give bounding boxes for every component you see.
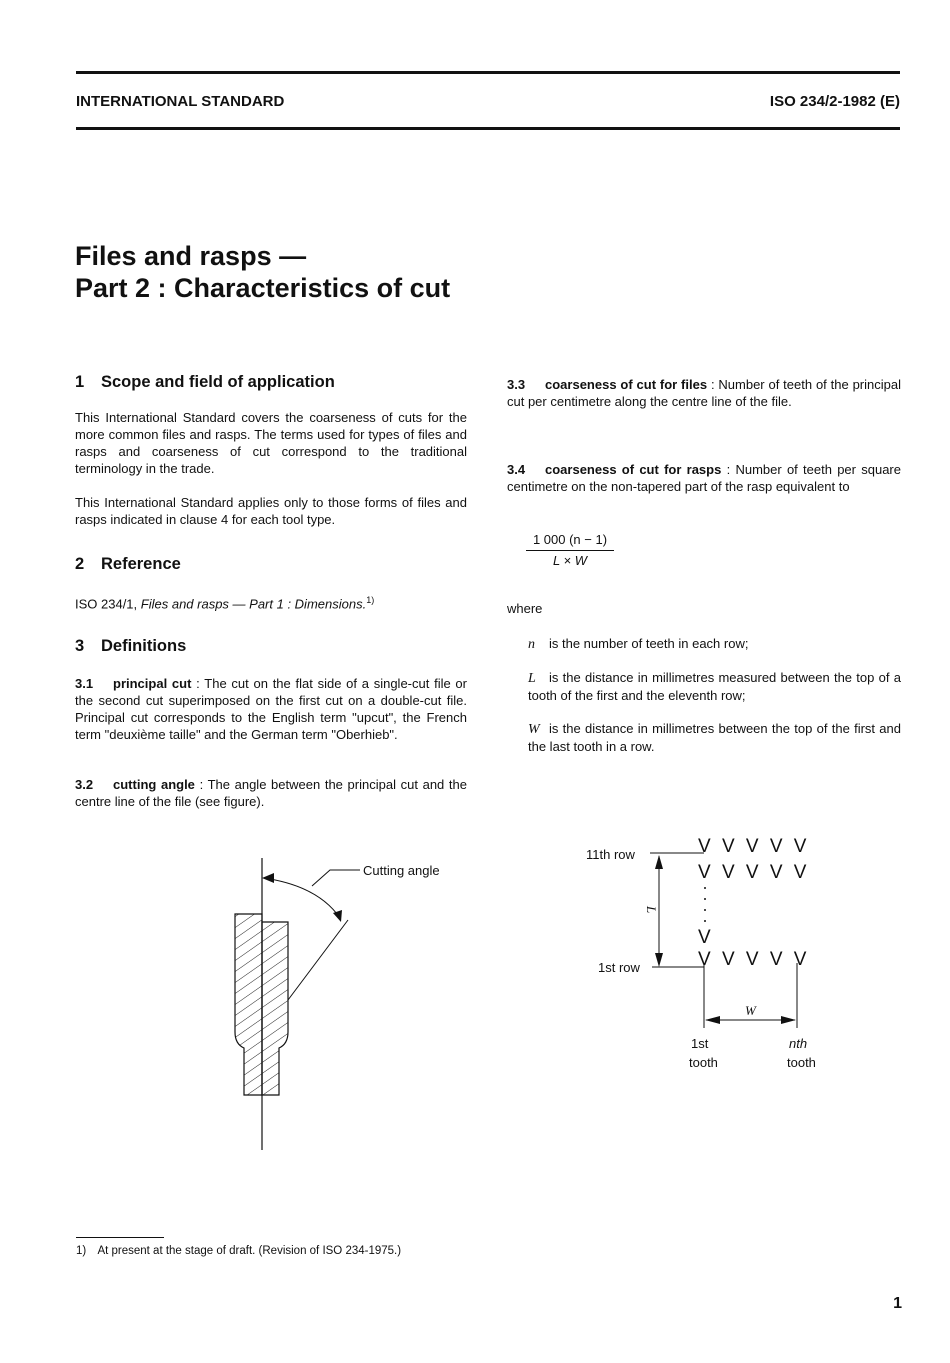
cutting-angle-label: Cutting angle [363,863,440,878]
where-var-l: L [528,671,536,686]
reference-prefix: ISO 234/1, [75,596,138,612]
title-line-1: Files and rasps — [75,241,307,271]
first-tooth-label-1: 1st [691,1036,709,1051]
definition-3-1 [75,675,467,743]
reference-title: Files and rasps — Part 1 : Dimensions. [140,596,367,612]
dot [704,920,706,922]
section-1-heading [75,373,467,392]
section-2-heading [75,555,467,574]
footnote-rule [76,1237,164,1238]
dot [704,898,706,900]
teeth-row-10: V V V V V [698,862,810,883]
definition-3-4 [507,461,901,495]
formula-numerator: 1 000 (n − 1) [526,532,614,551]
where-item-l [528,669,901,704]
arc-arrow-right-icon [333,910,342,922]
row-11-label: 11th row [586,847,635,862]
w-arrow-left-icon [705,1016,720,1024]
where-text-l: is the distance in millimetres measured between the top of a tooth of the first and the eleventh row; [528,670,901,703]
angle-arc [264,878,340,918]
section-1-number: 1 [75,373,85,391]
definition-3-2-number: 3.2 [75,777,94,792]
dot [704,887,706,889]
definition-3-3-term: coarseness of cut for files [545,377,708,392]
section-2-reference [75,592,467,612]
header-bottom-rule [76,127,900,130]
cutting-angle-figure [220,850,470,1155]
nth-tooth-label-2: tooth [787,1055,816,1070]
definition-3-4-number: 3.4 [507,462,526,477]
footnote-text: At present at the stage of draft. (Revision of ISO 234-1975.) [97,1245,402,1257]
section-1-para-1: This International Standard covers the coarseness of cuts for the more common files and rasps. The terms used for types of files and rasps and coarseness of cut correspond to the traditional terminology in the trade. [75,410,467,476]
w-arrow-right-icon [781,1016,796,1024]
section-3-number: 3 [75,637,85,655]
teeth-single: V [698,927,711,948]
file-body-right [262,922,288,1095]
row-1-label: 1st row [598,960,640,975]
title-line-2: Part 2 : Characteristics of cut [75,273,451,303]
definition-3-3-text: : Number of teeth of the principal cut per centimetre along the centre line of the file. [507,377,901,409]
section-1-para-2: This International Standard applies only to those forms of files and rasps indicated in clause 4 for each tool type. [75,495,467,527]
l-label: L [644,906,659,914]
teeth-diagram-figure [580,828,830,1078]
definition-3-3 [507,376,901,410]
where-item-w [528,720,901,755]
l-arrow-up-icon [655,855,663,869]
leader-line [312,870,360,886]
teeth-row-1: V V V V V [698,949,810,970]
where-label: where [507,601,543,616]
definition-3-1-term: principal cut [113,676,192,691]
definition-3-1-text: : The cut on the flat side of a single-cut file or the second cut superimposed on the first cut on a double-cut file. Principal cut corresponds to the English term "upcut", the French term "deuxième taille" and the German term "Oberhieb". [75,676,467,742]
dot [704,909,706,911]
nth-tooth-label-1: nth [789,1036,808,1051]
l-arrow-down-icon [655,953,663,967]
footnote-marker: 1) [76,1245,87,1257]
file-body-left [235,914,262,1095]
header-right: ISO 234/2-1982 (E) [769,93,900,110]
section-3-title: Definitions [101,637,187,655]
where-text-n: is the number of teeth in each row; [549,636,749,651]
first-tooth-label-2: tooth [689,1055,718,1070]
definition-3-2-term: cutting angle [113,777,195,792]
section-2-number: 2 [75,555,85,573]
formula-denominator: L × W [552,553,588,568]
cut-line [288,920,348,1000]
where-text-w: is the distance in millimetres between the top of the first and the last tooth in a row. [528,721,901,754]
page-title [75,240,450,304]
section-3-heading [75,637,467,656]
header-top-rule [76,71,900,74]
where-var-w: W [528,722,540,737]
section-2-title: Reference [101,555,181,573]
definition-3-1-number: 3.1 [75,676,94,691]
definition-3-2 [75,776,467,810]
footnote [76,1245,401,1257]
header-left: INTERNATIONAL STANDARD [76,93,285,110]
definition-3-4-text: : Number of teeth per square centimetre on the non-tapered part of the rasp equivalent to [507,462,901,494]
definition-3-4-term: coarseness of cut for rasps [545,462,722,477]
section-1-title: Scope and field of application [101,373,335,391]
where-var-n: n [528,637,535,652]
definition-3-3-number: 3.3 [507,377,526,392]
formula-fraction [526,532,614,568]
teeth-row-11: V V V V V [698,836,810,857]
definition-3-2-text: : The angle between the principal cut and the centre line of the file (see figure). [75,777,467,809]
arc-arrow-left-icon [262,873,274,883]
where-item-n [528,635,901,653]
page-number: 1 [893,1295,902,1312]
reference-footnote-marker: 1) [366,595,375,605]
w-label: W [745,1003,756,1018]
